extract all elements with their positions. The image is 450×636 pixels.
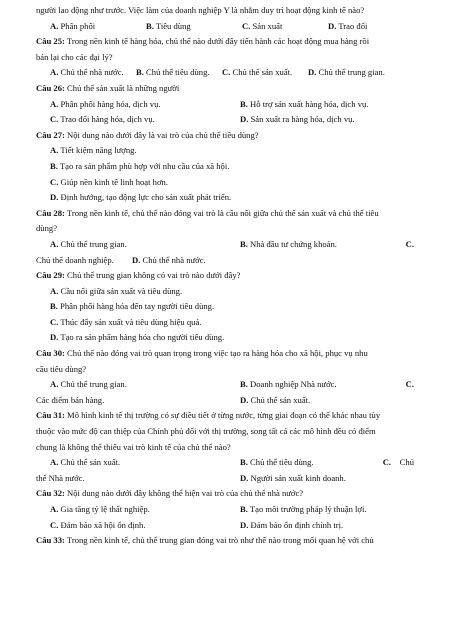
- intro-text: người lao động như trước. Việc làm của doanh nghiệp Y là nhằm duy trì hoạt động kinh tế nào?: [36, 5, 365, 15]
- q25-option-c: C. Chủ thể sản xuất.: [222, 67, 293, 78]
- q29-option-b: B. Phân phối hàng hóa đến tay người tiêu dùng.: [50, 301, 215, 312]
- q28-option-c-label: C.: [405, 238, 414, 249]
- q30-option-c-label: C.: [405, 379, 414, 390]
- q28-option-b: B. Nhà đầu tư chứng khoán.: [240, 238, 337, 249]
- question-30: Câu 30: Chủ thể nào đóng vai trò quan trọng trong việc tạo ra hàng hóa cho xã hội, phục vụ nhu: [36, 348, 368, 359]
- question-26-options-cd: [36, 112, 414, 128]
- q28-option-d: D. Chủ thể nhà nước.: [132, 254, 206, 265]
- intro-options: [36, 19, 414, 35]
- q25-option-b: B. Chủ thể tiêu dùng.: [136, 67, 210, 78]
- question-26: Câu 26: Chủ thể sản xuất là những người: [36, 82, 180, 93]
- question-32-options-cd: [36, 518, 414, 534]
- q30-option-d: D. Chủ thể sản xuất.: [240, 394, 311, 405]
- q27-option-b: B. Tạo ra sản phẩm phù hợp với nhu cầu của xã hội.: [50, 160, 230, 171]
- question-28: Câu 28: Trong nền kinh tế, chủ thể nào đóng vai trò là cầu nối giữa chủ thể sản xuất và chủ thể tiêu: [36, 207, 379, 218]
- q26-option-c: C. Trao đổi hàng hóa, dịch vụ.: [50, 114, 155, 125]
- q27-option-d: D. Định hướng, tạo động lực cho sản xuất phát triển.: [50, 192, 232, 203]
- question-32-options-ab: [36, 502, 414, 518]
- q31-option-c-text: thể Nhà nước.: [36, 472, 85, 483]
- q32-option-b: B. Tạo môi trường pháp lý thuận lợi.: [240, 504, 367, 514]
- question-28-options-cd: [36, 253, 414, 269]
- question-28-cont: dùng?: [36, 223, 58, 234]
- q31-option-d: D. Người sản xuất kinh doanh.: [240, 472, 346, 483]
- q31-option-b: B. Chủ thể tiêu dùng.: [240, 457, 314, 468]
- q30-option-b: B. Doanh nghiệp Nhà nước.: [240, 379, 337, 390]
- question-31: Câu 31: Mô hình kinh tế thị trường có sự điều tiết ở từng nước, từng giai đoạn có thể khác nhau tùy: [36, 410, 381, 421]
- q30-option-a: A. Chủ thể trung gian.: [50, 379, 127, 390]
- question-33: Câu 33: Trong nền kinh tế, chủ thể trung gian đóng vai trò như thế nào trong mối quan hệ với chủ: [36, 535, 374, 546]
- q26-option-a: A. Phân phối hàng hóa, dịch vụ.: [50, 98, 161, 109]
- question-31-cont-1: thuộc vào mức độ can thiệp của Chính phủ đối với thị trường, song tất cả các mô hình đều có điểm: [36, 426, 376, 437]
- q28-option-a: A. Chủ thể trung gian.: [50, 238, 127, 249]
- question-25-cont: bán lại cho các đại lý?: [36, 51, 113, 62]
- question-30-options-cd: [36, 393, 414, 409]
- q32-option-d: D. Đảm bảo ổn định chính trị.: [240, 519, 344, 530]
- question-30-cont: cầu tiêu dùng?: [36, 363, 87, 374]
- q29-option-d: D. Tạo ra sản phẩm hàng hóa cho người tiêu dùng.: [50, 332, 225, 343]
- question-25: Câu 25: Trong nền kinh tế hàng hóa, chủ thể nào dưới đây tiến hành các hoạt động mua hàng rồi: [36, 36, 370, 47]
- question-26-options-ab: [36, 97, 414, 113]
- question-29: Câu 29: Chủ thể trung gian không có vai trò nào dưới đây?: [36, 270, 241, 281]
- question-28-options-abc: [36, 237, 414, 253]
- q32-option-c: C. Đảm bảo xã hội ổn định.: [50, 519, 146, 530]
- q25-option-a: A. Chủ thể nhà nước.: [50, 67, 124, 78]
- q27-option-c: C. Giúp nền kinh tế linh hoạt hơn.: [50, 176, 168, 187]
- question-25-options: [36, 65, 414, 81]
- question-31-options-cd: [36, 471, 414, 487]
- q26-option-b: B. Hỗ trợ sản xuất hàng hóa, dịch vụ.: [240, 98, 369, 109]
- question-30-options-abc: [36, 377, 414, 393]
- q25-option-d: D. Chủ thể trung gian.: [308, 67, 385, 78]
- question-31-cont-2: chung là không thể thiếu vai trò kinh tế của chủ thể nào?: [36, 441, 231, 452]
- intro-option-c: C. Sản xuất: [242, 20, 283, 31]
- question-32: Câu 32: Nội dung nào dưới đây không thể hiện vai trò của chủ thể nhà nước?: [36, 488, 304, 499]
- q26-option-d: D. Sản xuất ra hàng hóa, dịch vụ.: [240, 114, 355, 125]
- question-31-options-abc: [36, 455, 414, 471]
- q27-option-a: A. Tiết kiệm năng lượng.: [50, 145, 137, 156]
- intro-option-b: B. Tiêu dùng: [146, 20, 191, 31]
- q28-option-c-text: Chủ thể doanh nghiệp.: [36, 254, 114, 265]
- q29-option-a: A. Cầu nối giữa sản xuất và tiêu dùng.: [50, 285, 183, 296]
- question-27: Câu 27: Nội dung nào dưới đây là vai trò của chủ thể tiêu dùng?: [36, 129, 259, 140]
- q31-option-c: C. Chủ: [382, 457, 414, 468]
- intro-option-d: D. Trao đổi: [328, 20, 368, 31]
- q29-option-c: C. Thúc đẩy sản xuất và tiêu dùng hiệu quả.: [50, 316, 202, 327]
- q32-option-a: A. Gia tăng tỷ lệ thất nghiệp.: [50, 504, 150, 514]
- q30-option-c-text: Các điểm bán hàng.: [36, 394, 105, 405]
- q31-option-a: A. Chủ thể sản xuất.: [50, 457, 121, 468]
- intro-option-a: A. Phân phối: [50, 20, 96, 31]
